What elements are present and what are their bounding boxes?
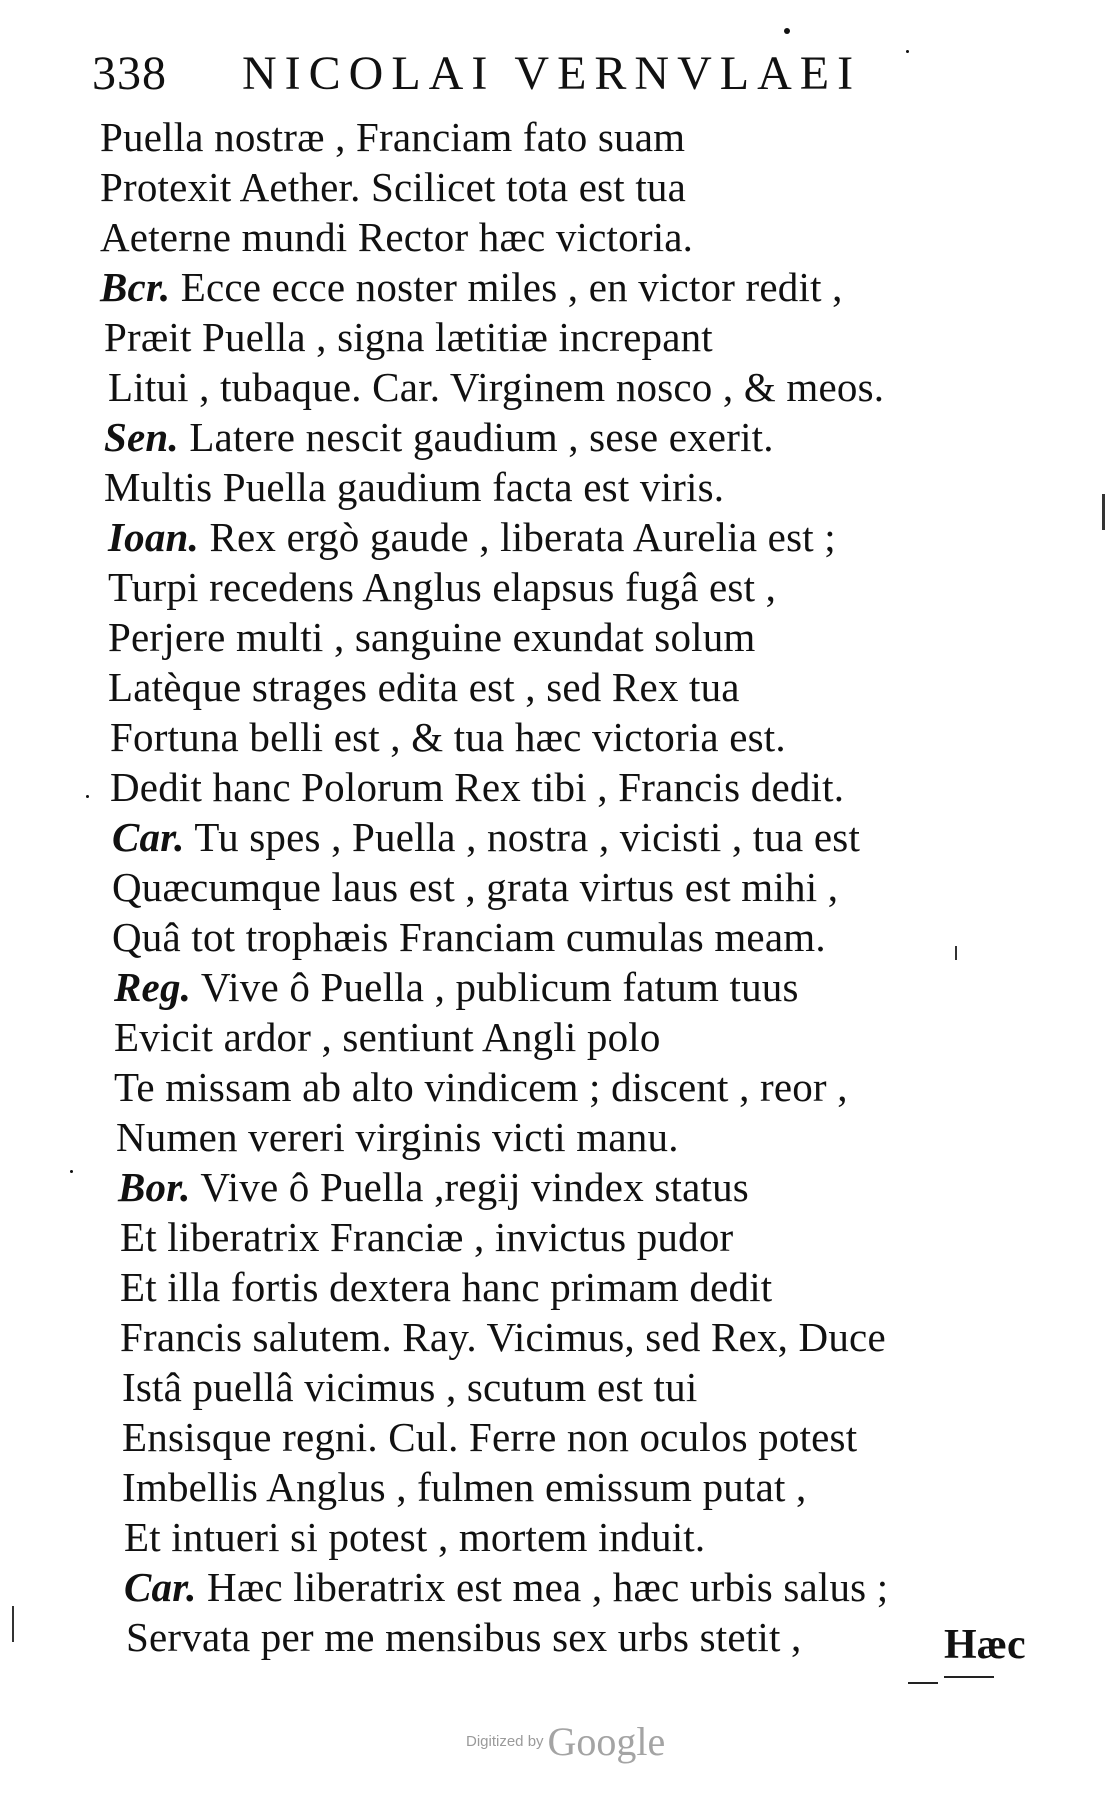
google-logo: Google <box>547 1719 666 1764</box>
verse-line-text: Præit Puella , signa lætitiæ increpant <box>104 314 713 360</box>
verse-line <box>100 112 1020 162</box>
verse-line-text: Protexit Aether. Scilicet tota est tua <box>100 164 687 210</box>
verse-line-text: Te missam ab alto vindicem ; discent , reor , <box>114 1064 848 1110</box>
page-header <box>92 44 861 104</box>
running-title: NICOLAI VERNVLAEI <box>242 47 862 100</box>
verse-line <box>100 712 1020 762</box>
verse-line <box>100 1412 1020 1462</box>
verse-line-text: Ensisque regni. Cul. Ferre non oculos potest <box>122 1414 858 1460</box>
verse-line-text: Litui , tubaque. Car. Virginem nosco , & meos. <box>108 364 885 410</box>
verse-line <box>100 412 1020 462</box>
ink-speck <box>86 795 89 798</box>
verse-line-text: Et intueri si potest , mortem induit. <box>124 1514 706 1560</box>
verse-line <box>100 512 1020 562</box>
catchword: Hæc <box>944 1622 1026 1668</box>
speaker-label: Reg. <box>114 964 192 1010</box>
verse-line <box>100 212 1020 262</box>
verse-line <box>100 312 1020 362</box>
verse-line-text: Puella nostræ , Franciam fato suam <box>100 114 686 160</box>
verse-line <box>100 912 1020 962</box>
verse-line-text: Aeterne mundi Rector hæc victoria. <box>100 214 694 260</box>
verse-line <box>100 1462 1020 1512</box>
verse-line <box>100 1262 1020 1312</box>
verse-line <box>100 462 1020 512</box>
catchword-rule <box>944 1676 994 1678</box>
verse-line <box>100 612 1020 662</box>
verse-line-text: Vive ô Puella , publicum fatum tuus <box>200 964 799 1010</box>
verse-line-text: Imbellis Anglus , fulmen emissum putat , <box>122 1464 807 1510</box>
verse-line <box>100 862 1020 912</box>
ink-speck <box>906 50 909 53</box>
ink-speck <box>70 1170 73 1173</box>
speaker-label: Car. <box>124 1564 197 1610</box>
verse-line <box>100 662 1020 712</box>
verse-line <box>100 1162 1020 1212</box>
verse-line-text: Vive ô Puella ,regij vindex status <box>200 1164 749 1210</box>
speaker-label: Ioan. <box>108 514 200 560</box>
speaker-label: Car. <box>112 814 185 860</box>
verse-line <box>100 812 1020 862</box>
verse-line-text: Servata per me mensibus sex urbs stetit , <box>126 1614 802 1660</box>
verse-line <box>100 362 1020 412</box>
verse-line-text: Numen vereri virginis victi manu. <box>116 1114 679 1160</box>
verse-line <box>100 1312 1020 1362</box>
verse-line-text: Evicit ardor , sentiunt Angli polo <box>114 1014 661 1060</box>
verse-line-text: Hæc liberatrix est mea , hæc urbis salus ; <box>207 1564 889 1610</box>
catchword-rule <box>908 1682 938 1684</box>
verse-line <box>100 262 1020 312</box>
digitized-by-text: Digitized by <box>466 1733 544 1750</box>
verse-line <box>100 1112 1020 1162</box>
verse-line-text: Et liberatrix Franciæ , invictus pudor <box>120 1214 734 1260</box>
verse-line-text: Fortuna belli est , & tua hæc victoria est. <box>110 714 786 760</box>
page-number: 338 <box>92 47 167 100</box>
verse-line <box>100 1212 1020 1262</box>
verse-line <box>100 562 1020 612</box>
verse-line-text: Et illa fortis dextera hanc primam dedit <box>120 1264 773 1310</box>
margin-mark <box>1102 494 1105 530</box>
verse-line-text: Turpi recedens Anglus elapsus fugâ est , <box>108 564 777 610</box>
verse-line-text: Rex ergò gaude , liberata Aurelia est ; <box>209 514 836 560</box>
verse-line <box>100 1512 1020 1562</box>
ink-speck <box>784 28 790 34</box>
verse-line-text: Dedit hanc Polorum Rex tibi , Francis dedit. <box>110 764 845 810</box>
verse-line-text: Latere nescit gaudium , sese exerit. <box>189 414 774 460</box>
verse-line-text: Istâ puellâ vicimus , scutum est tui <box>122 1364 698 1410</box>
verse-line <box>100 1562 1020 1612</box>
verse-text <box>100 112 1020 1662</box>
verse-line-text: Multis Puella gaudium facta est viris. <box>104 464 725 510</box>
digitization-watermark <box>466 1718 665 1768</box>
verse-line <box>100 1012 1020 1062</box>
speaker-label: Sen. <box>104 414 179 460</box>
verse-line-text: Latèque strages edita est , sed Rex tua <box>108 664 740 710</box>
verse-line <box>100 1062 1020 1112</box>
verse-line <box>100 1362 1020 1412</box>
verse-line-text: Quæcumque laus est , grata virtus est mihi , <box>112 864 839 910</box>
margin-mark <box>12 1606 14 1642</box>
verse-line <box>100 962 1020 1012</box>
speaker-label: Bor. <box>118 1164 191 1210</box>
verse-line <box>100 1612 1020 1662</box>
verse-line-text: Ecce ecce noster miles , en victor redit , <box>180 264 843 310</box>
verse-line <box>100 162 1020 212</box>
verse-line-text: Tu spes , Puella , nostra , vicisti , tua est <box>194 814 861 860</box>
verse-line-text: Francis salutem. Ray. Vicimus, sed Rex, Duce <box>120 1314 886 1360</box>
speaker-label: Bcr. <box>100 264 171 310</box>
verse-line-text: Perjere multi , sanguine exundat solum <box>108 614 756 660</box>
verse-line-text: Quâ tot trophæis Franciam cumulas meam. <box>112 914 826 960</box>
verse-line <box>100 762 1020 812</box>
